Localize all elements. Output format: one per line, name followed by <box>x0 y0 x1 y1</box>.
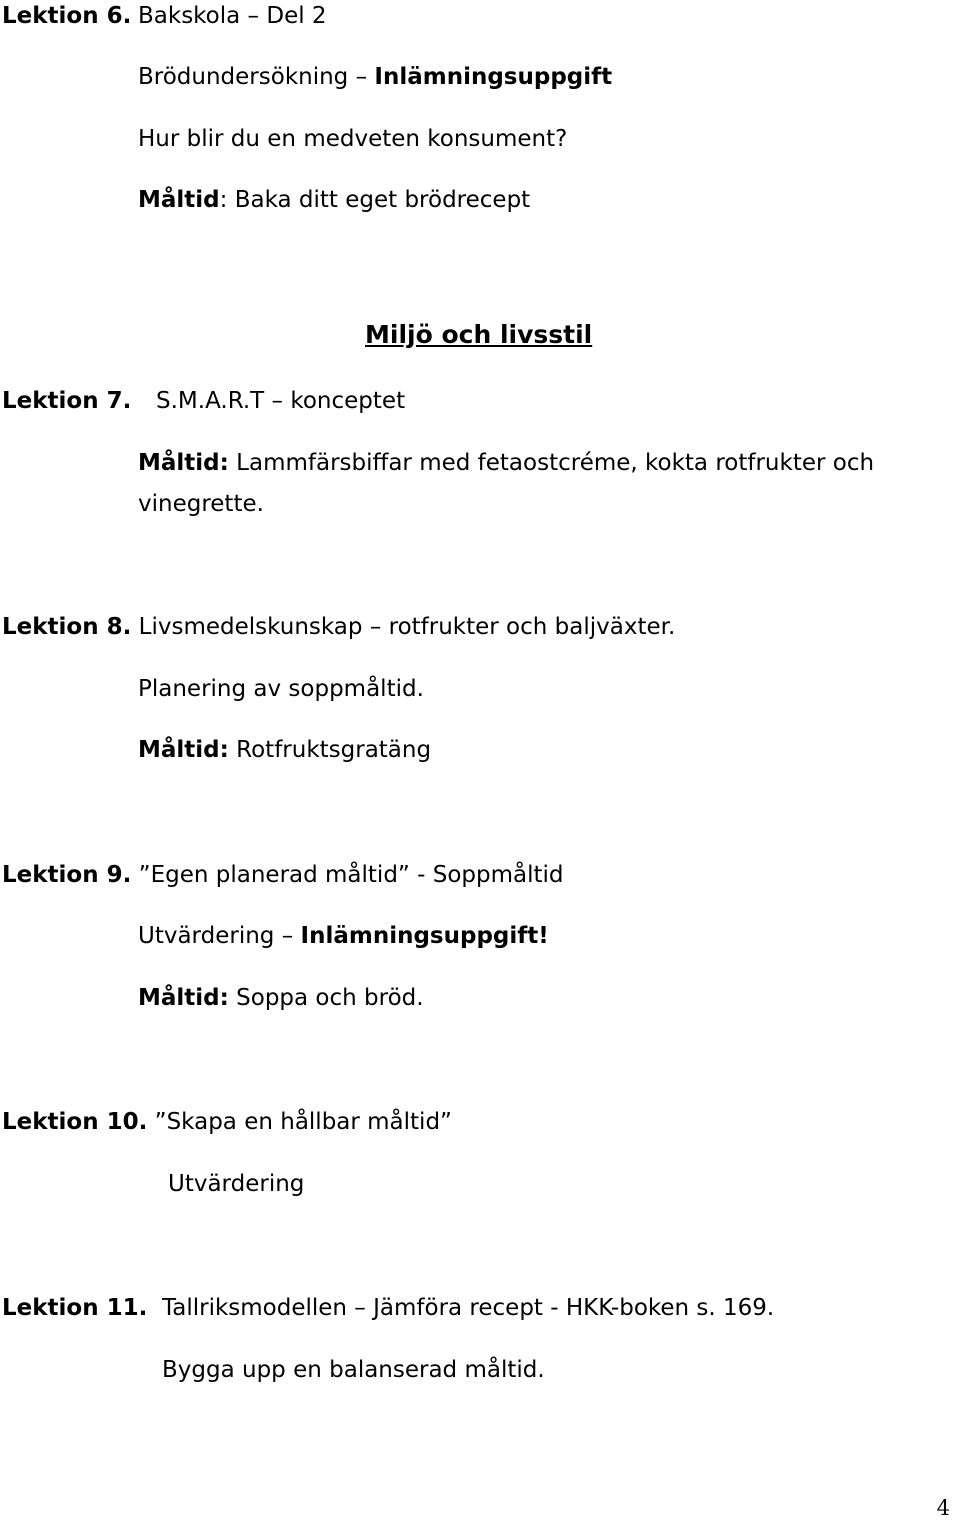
lektion-9-label: Lektion 9. <box>2 862 132 888</box>
lektion-11-heading <box>2 1294 775 1322</box>
lektion-6-line-2: Hur blir du en medveten konsument? <box>138 126 568 152</box>
lektion-6-line-1-text: Brödundersökning – <box>138 64 375 90</box>
lektion-11-line-1: Bygga upp en balanserad måltid. <box>162 1357 545 1383</box>
lektion-6-assignment: Inlämningsuppgift <box>374 64 613 90</box>
lektion-8-title: Livsmedelskunskap – rotfrukter och baljväxter. <box>131 614 676 640</box>
lektion-8-meal-text: Rotfruktsgratäng <box>228 737 432 763</box>
lektion-7-meal-text: Lammfärsbiffar med fetaostcréme, kokta rotfrukter och <box>228 450 875 476</box>
lektion-9-assignment: Inlämningsuppgift! <box>300 923 549 949</box>
section-heading: Miljö och livsstil <box>365 320 593 349</box>
lektion-9-title: ”Egen planerad måltid” - Soppmåltid <box>131 862 564 888</box>
lektion-6-label: Lektion 6. <box>2 3 132 29</box>
lektion-8-line-1: Planering av soppmåltid. <box>138 676 424 702</box>
lektion-11-label: Lektion 11. <box>2 1295 148 1321</box>
lektion-10-label: Lektion 10. <box>2 1109 148 1135</box>
lektion-8-meal <box>138 736 431 764</box>
lektion-9-meal-text: Soppa och bröd. <box>228 985 424 1011</box>
lektion-9-line-1-text: Utvärdering – <box>138 923 301 949</box>
lektion-8-meal-label: Måltid: <box>138 737 229 763</box>
lektion-6-meal-label: Måltid <box>138 187 220 213</box>
page-number: 4 <box>936 1496 950 1520</box>
lektion-7-label: Lektion 7. <box>2 388 132 414</box>
lektion-6-meal-text: : Baka ditt eget brödrecept <box>219 187 531 213</box>
lektion-6-title: Bakskola – Del 2 <box>138 3 327 29</box>
lektion-6-heading <box>2 2 327 30</box>
lektion-6-meal <box>138 186 530 214</box>
lektion-11-title: Tallriksmodellen – Jämföra recept - HKK-boken s. 169. <box>162 1295 775 1321</box>
lektion-7-heading <box>2 387 406 415</box>
lektion-10-heading <box>2 1108 452 1136</box>
lektion-8-label: Lektion 8. <box>2 614 132 640</box>
lektion-7-meal-label: Måltid: <box>138 450 229 476</box>
lektion-10-line-1: Utvärdering <box>168 1171 305 1197</box>
lektion-9-line-1 <box>138 922 549 950</box>
lektion-9-heading <box>2 861 564 889</box>
lektion-9-meal-label: Måltid: <box>138 985 229 1011</box>
lektion-6-line-1 <box>138 63 612 91</box>
lektion-10-title: ”Skapa en hållbar måltid” <box>147 1109 452 1135</box>
lektion-7-meal-continued: vinegrette. <box>138 491 264 517</box>
lektion-8-heading <box>2 613 675 641</box>
lektion-7-title: S.M.A.R.T – konceptet <box>156 388 406 414</box>
lektion-9-meal <box>138 984 424 1012</box>
lektion-7-meal <box>138 449 874 477</box>
